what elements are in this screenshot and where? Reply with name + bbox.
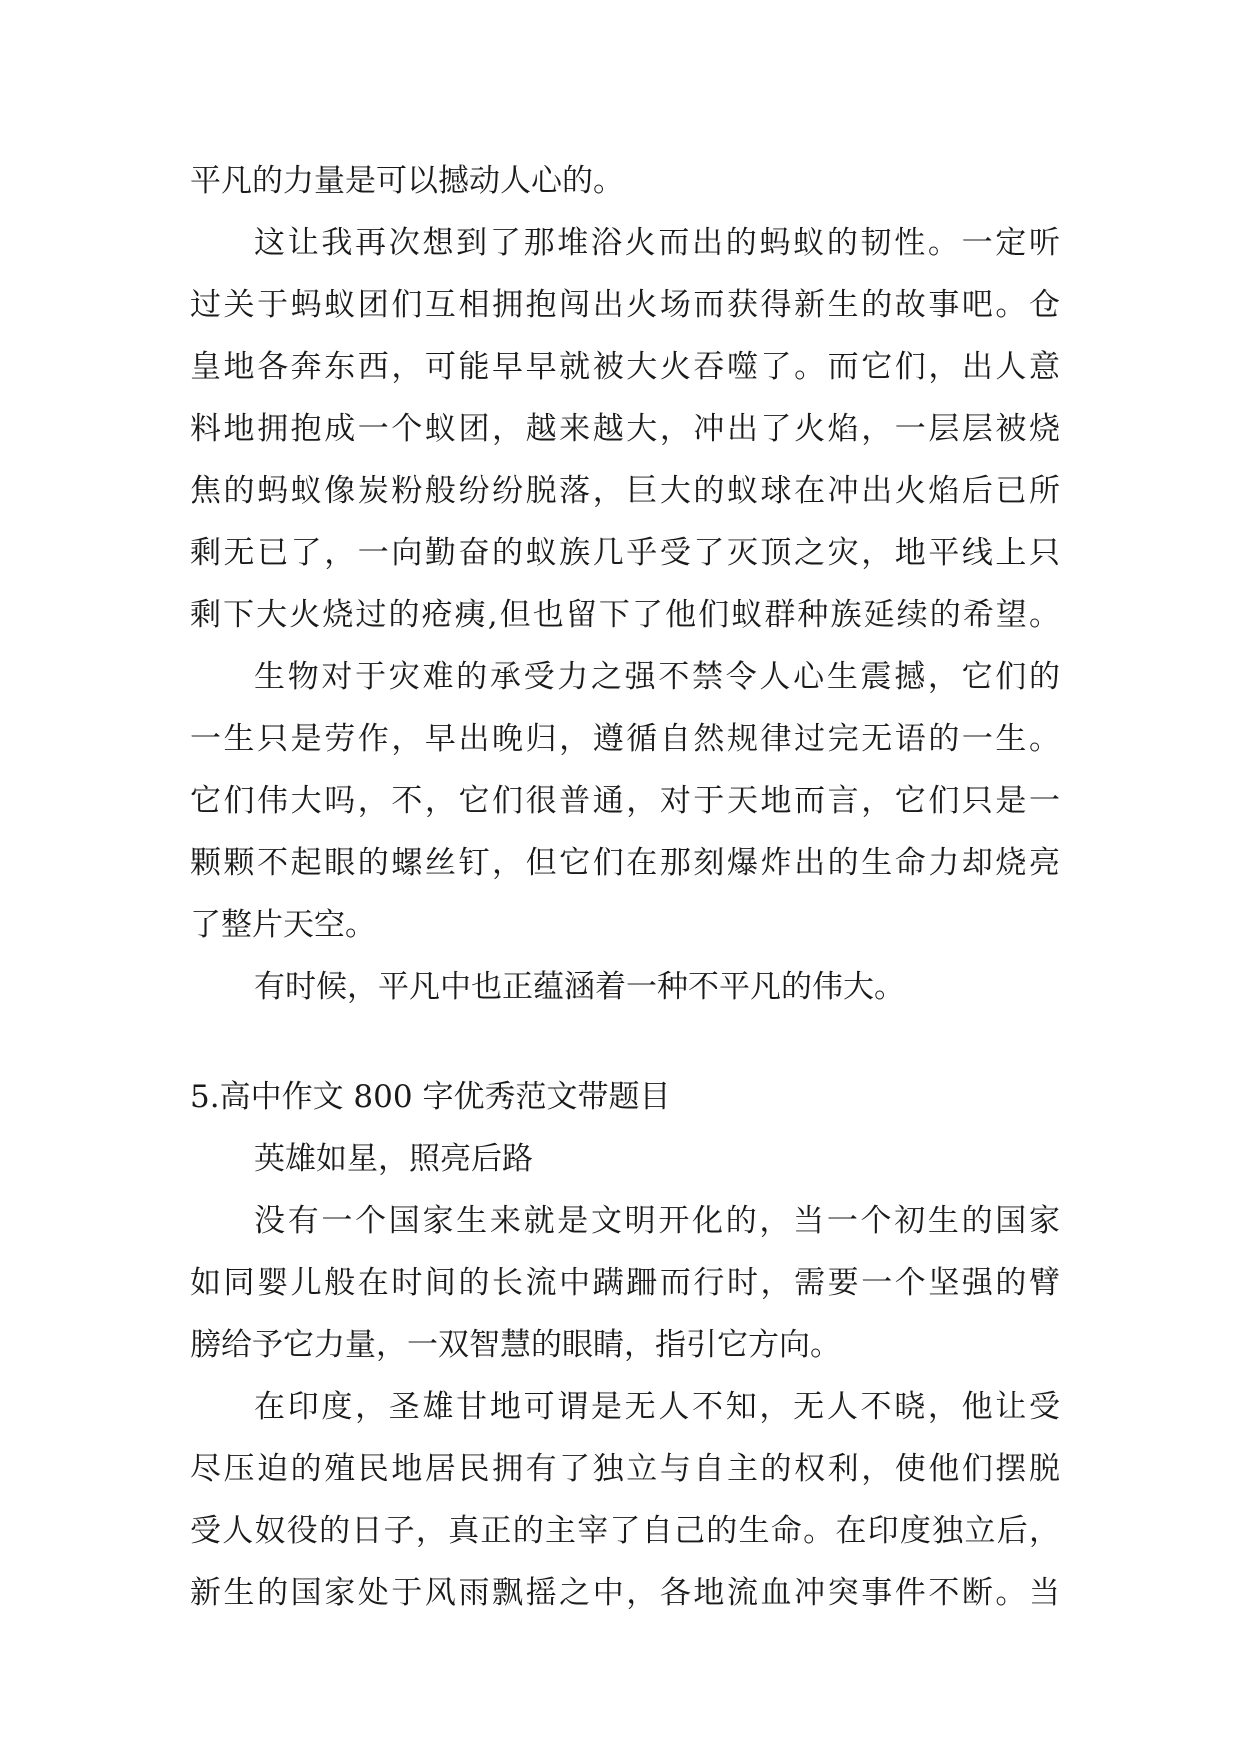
text-line: 在印度，圣雄甘地可谓是无人不知，无人不晓，他让受 <box>254 1389 1060 1425</box>
text-line: 它们伟大吗，不，它们很普通，对于天地而言，它们只是一 <box>190 783 1060 819</box>
text-line: 焦的蚂蚁像炭粉般纷纷脱落，巨大的蚁球在冲出火焰后已所 <box>190 473 1060 509</box>
text-line: 如同婴儿般在时间的长流中蹒跚而行时，需要一个坚强的臂 <box>190 1265 1060 1301</box>
section-heading: 5.高中作文 800 字优秀范文带题目 <box>190 1079 671 1115</box>
text-block-1 <box>190 150 1060 1018</box>
text-line: 了整片天空。 <box>190 907 376 943</box>
text-line: 皇地各奔东西，可能早早就被大火吞噬了。而它们，出人意 <box>190 349 1060 385</box>
text-line: 没有一个国家生来就是文明开化的，当一个初生的国家 <box>254 1203 1060 1239</box>
text-line: 过关于蚂蚁团们互相拥抱闯出火场而获得新生的故事吧。仓 <box>190 287 1060 323</box>
text-line: 有时候，平凡中也正蕴涵着一种不平凡的伟大。 <box>254 969 905 1005</box>
text-line: 平凡的力量是可以撼动人心的。 <box>190 163 624 199</box>
text-line: 尽压迫的殖民地居民拥有了独立与自主的权利，使他们摆脱 <box>190 1451 1060 1487</box>
text-line: 受人奴役的日子，真正的主宰了自己的生命。在印度独立后， <box>190 1513 1060 1549</box>
essay-title: 英雄如星，照亮后路 <box>254 1141 533 1177</box>
text-line: 生物对于灾难的承受力之强不禁令人心生震撼，它们的 <box>254 659 1060 695</box>
text-line: 剩无已了，一向勤奋的蚁族几乎受了灭顶之灾，地平线上只 <box>190 535 1060 571</box>
section-gap <box>190 1018 1060 1066</box>
text-line: 一生只是劳作，早出晚归，遵循自然规律过完无语的一生。 <box>190 721 1060 757</box>
text-line: 颗颗不起眼的螺丝钉，但它们在那刻爆炸出的生命力却烧亮 <box>190 845 1060 881</box>
text-line: 剩下大火烧过的疮痍,但也留下了他们蚁群种族延续的希望。 <box>190 597 1060 633</box>
text-block-2 <box>190 1066 1060 1624</box>
text-line: 新生的国家处于风雨飘摇之中，各地流血冲突事件不断。当 <box>190 1575 1060 1611</box>
document-page <box>190 150 1060 1624</box>
text-line: 膀给予它力量，一双智慧的眼睛，指引它方向。 <box>190 1327 841 1363</box>
text-line: 料地拥抱成一个蚁团，越来越大，冲出了火焰，一层层被烧 <box>190 411 1060 447</box>
text-line: 这让我再次想到了那堆浴火而出的蚂蚁的韧性。一定听 <box>254 225 1060 261</box>
